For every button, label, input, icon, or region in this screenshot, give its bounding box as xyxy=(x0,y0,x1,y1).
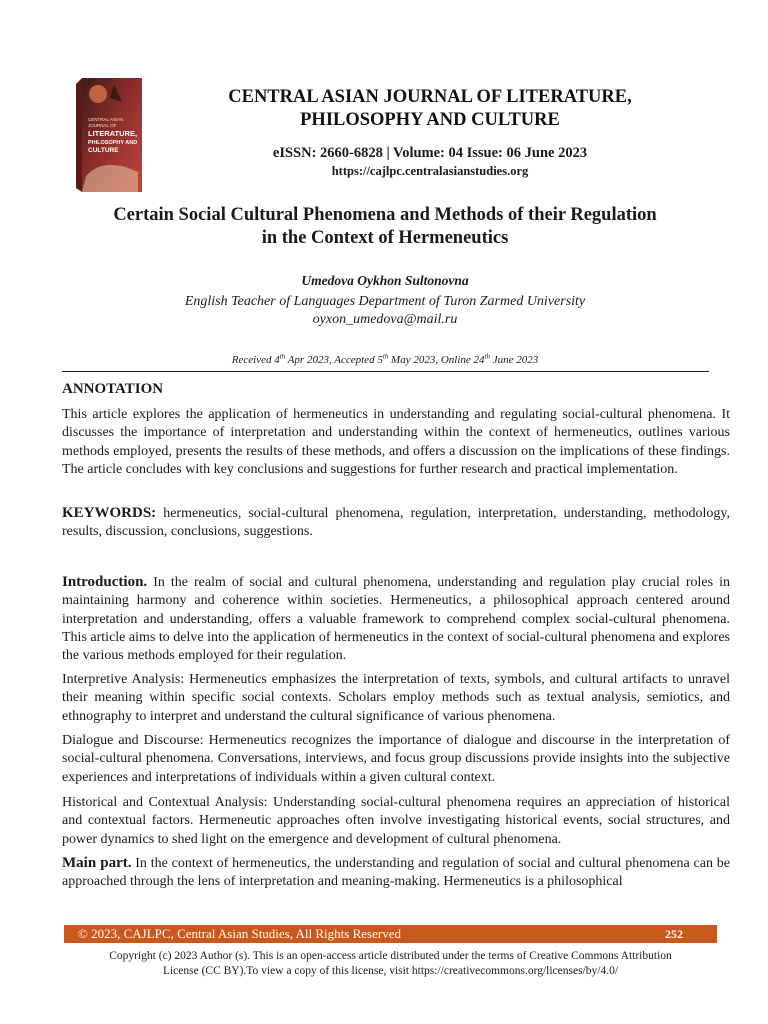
footer-bar xyxy=(64,925,717,943)
author-affiliation: English Teacher of Languages Department of Turon Zarmed University xyxy=(184,294,586,309)
article-title-line-1: Certain Social Cultural Phenomena and Methods of their Regulation xyxy=(113,205,657,225)
annotation-text: This article explores the application of hermeneutics in understanding and regulating social-cultural phenomena. It discusses the importance of interpretation and understanding within the context of hermeneutics, outlines various methods employed, presents the results of these methods, and offers a discussion on the implications of these findings. The article concludes with key conclusions and suggestions for further research and practical implementation. xyxy=(62,407,730,477)
article-title xyxy=(60,204,710,250)
header-divider xyxy=(62,371,709,372)
journal-title xyxy=(180,86,680,132)
license-line-1: Copyright (c) 2023 Author (s). This is an open-access article distributed under the terms of Creative Commons Attribution xyxy=(109,950,672,962)
author-email[interactable]: oyxon_umedova@mail.ru xyxy=(312,312,458,327)
online-sup: th xyxy=(484,352,490,361)
keywords-label: KEYWORDS: xyxy=(62,505,157,521)
journal-issn: eISSN: 2660-6828 | Volume: 04 Issue: 06 June 2023 xyxy=(272,145,588,161)
cover-line-2: JOURNAL OF xyxy=(88,123,117,128)
journal-title-line-2: PHILOSOPHY AND CULTURE xyxy=(300,110,560,130)
cover-line-3: LITERATURE, xyxy=(88,129,138,138)
main-part-paragraph xyxy=(62,854,730,892)
annotation-heading: ANNOTATION xyxy=(62,381,164,397)
introduction-label: Introduction. xyxy=(62,574,148,590)
license-line-2[interactable]: License (CC BY).To view a copy of this license, visit https://creativecommons.org/licenses/by/4.0/ xyxy=(162,965,619,977)
online-post: June 2023 xyxy=(489,354,539,366)
cover-line-1: CENTRAL ASIAN xyxy=(88,117,124,122)
main-part-text: In the context of hermeneutics, the understanding and regulation of social and cultural phenomena can be approached through the lens of interpretation and meaning-making. Hermeneutics is a philosophical xyxy=(62,856,730,890)
dialogue-discourse-paragraph: Dialogue and Discourse: Hermeneutics recognizes the importance of dialogue and discourse in the interpretation of social-cultural phenomena. Conversations, interviews, and focus group discussions provide insights into the subjective experiences and interpretations of individuals within a given cultural context. xyxy=(62,733,730,785)
footer-copyright: © 2023, CAJLPC, Central Asian Studies, All Rights Reserved xyxy=(78,926,401,941)
received-dates xyxy=(60,354,710,366)
interpretive-analysis-paragraph: Interpretive Analysis: Hermeneutics emphasizes the interpretation of texts, symbols, and cultural artifacts to unravel their meaning within specific social contexts. Scholars employ methods such as textual analysis, semiotics, and ethnography to interpret and understand the cultural significance of various phenomena. xyxy=(62,672,730,724)
journal-title-line-1: CENTRAL ASIAN JOURNAL OF LITERATURE, xyxy=(228,87,632,107)
received-sup: th xyxy=(279,352,286,361)
journal-url[interactable]: https://cajlpc.centralasianstudies.org xyxy=(331,164,529,178)
cover-line-5: CULTURE xyxy=(88,147,119,154)
keywords xyxy=(62,504,730,542)
online-pre: May 2023, Online 24 xyxy=(388,354,485,366)
main-part-label: Main part. xyxy=(62,855,132,871)
accepted-sup: th xyxy=(382,352,389,361)
author-name: Umedova Oykhon Sultonovna xyxy=(301,273,469,288)
license-notice xyxy=(64,949,717,979)
cover-line-4: PHILOSOPHY AND xyxy=(88,140,138,146)
article-title-line-2: in the Context of Hermeneutics xyxy=(261,228,509,248)
historical-analysis-paragraph: Historical and Contextual Analysis: Understanding social-cultural phenomena requires an appreciation of historical and contextual factors. Hermeneutic approaches often involve investigating historical events, social structures, and power dynamics to shed light on the emergence and development of cultural phenomena. xyxy=(62,795,730,847)
keywords-text: hermeneutics, social-cultural phenomena, regulation, interpretation, understanding, methodology, results, discussion, conclusions, suggestions. xyxy=(62,506,730,540)
accepted-pre: Apr 2023, Accepted 5 xyxy=(285,354,383,366)
introduction-paragraph xyxy=(62,573,730,665)
introduction-text: In the realm of social and cultural phenomena, understanding and regulation play crucial roles in maintaining harmony and coherence within societies. Hermeneutics, a philosophical approach centered around interpretation and understanding, offers a valuable framework to comprehend complex social-cultural phenomena. This article aims to delve into the application of hermeneutics in the context of social-cultural phenomena and explores the various methods employed for their regulation. xyxy=(62,575,730,664)
received-pre: Received 4 xyxy=(231,354,280,366)
journal-cover-image xyxy=(74,76,144,194)
author-block xyxy=(60,293,710,329)
page-number: 252 xyxy=(665,927,683,941)
